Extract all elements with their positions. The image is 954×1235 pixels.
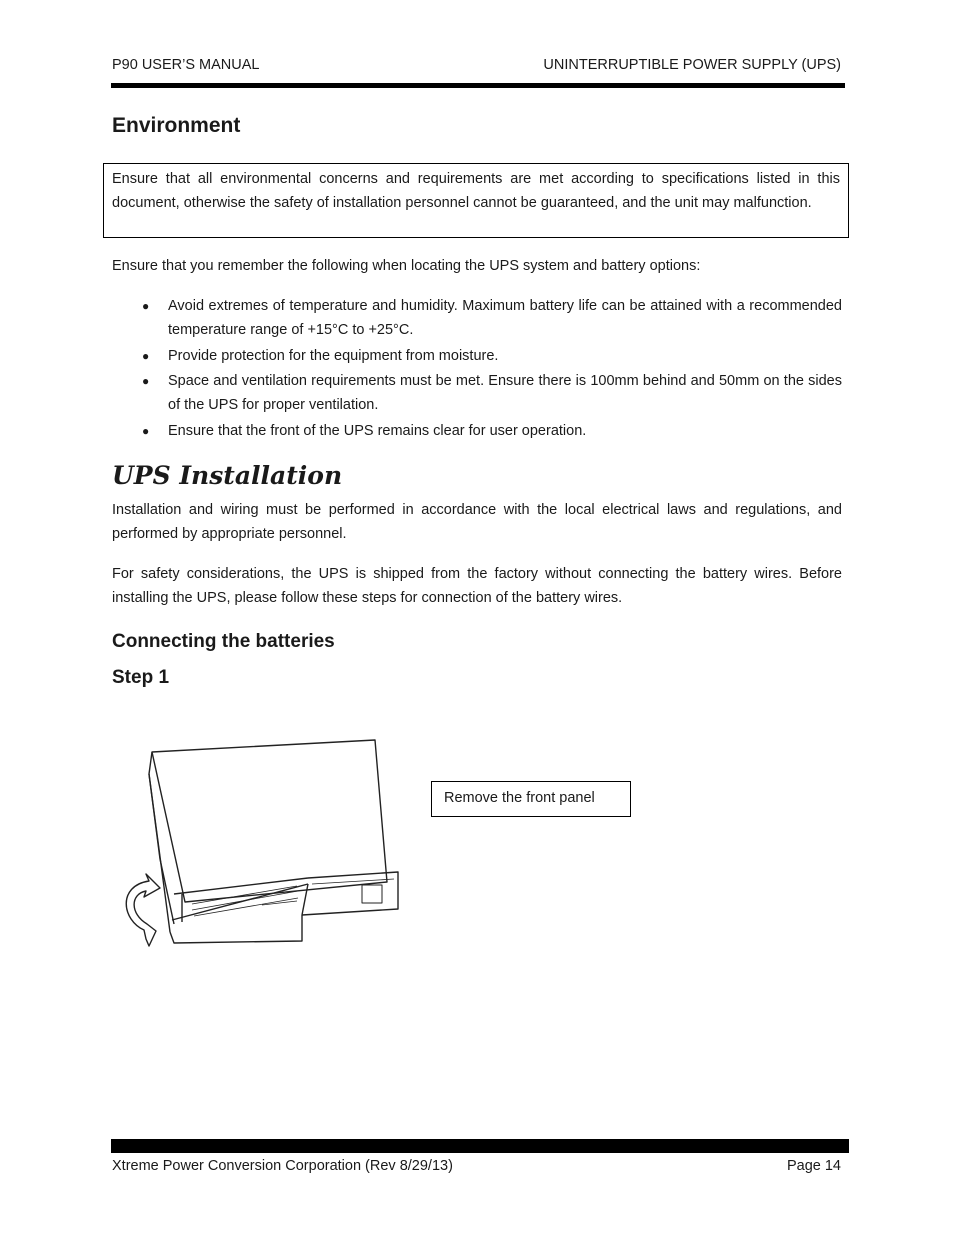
footer-page-number: Page 14 — [786, 1158, 841, 1174]
header-title: P90 USER’S MANUAL — [112, 57, 260, 73]
list-item: ● Ensure that the front of the UPS remains clear for user operation. — [112, 419, 842, 443]
list-item: ● Avoid extremes of temperature and humidity. Maximum battery life can be attained with a recommended temperature range of +15°C to +25°C. — [112, 294, 842, 342]
installation-heading: UPS Installation — [112, 461, 343, 490]
installation-paragraph-1: Installation and wiring must be performed in accordance with the local electrical laws and regulations, and performed by appropriate personnel. — [112, 502, 842, 542]
environment-bullet-list — [112, 294, 842, 444]
header-subtitle: UNINTERRUPTIBLE POWER SUPPLY (UPS) — [543, 57, 841, 73]
installation-paragraph-2: For safety considerations, the UPS is shipped from the factory without connecting the battery wires. Before installing the UPS, please follow these steps for connection of the battery wires. — [112, 566, 842, 606]
header-rule — [111, 83, 845, 88]
environment-heading: Environment — [112, 114, 241, 137]
bullet-icon: ● — [142, 423, 150, 438]
bullet-icon: ● — [142, 348, 150, 363]
footer-rule — [111, 1139, 849, 1153]
bullet-icon: ● — [142, 374, 150, 388]
list-item: ● Space and ventilation requirements must be met. Ensure there is 100mm behind and 50mm on the sides of the UPS for proper ventilation. — [112, 369, 842, 417]
list-item: ● Provide protection for the equipment from moisture. — [112, 344, 842, 368]
environment-intro: Ensure that you remember the following when locating the UPS system and battery options: — [112, 258, 701, 274]
environment-warning-box: Ensure that all environmental concerns and requirements are met according to specifications listed in this document, otherwise the safety of installation personnel cannot be guaranteed, and the unit may malfunction. — [103, 163, 849, 238]
ups-front-panel-illustration — [112, 734, 402, 960]
footer-company: Xtreme Power Conversion Corporation (Rev 8/29/13) — [112, 1158, 453, 1174]
connecting-batteries-heading: Connecting the batteries — [112, 631, 335, 652]
remove-front-panel-callout: Remove the front panel — [431, 781, 631, 817]
step-heading: Step 1 — [112, 667, 170, 688]
bullet-icon: ● — [142, 299, 150, 313]
